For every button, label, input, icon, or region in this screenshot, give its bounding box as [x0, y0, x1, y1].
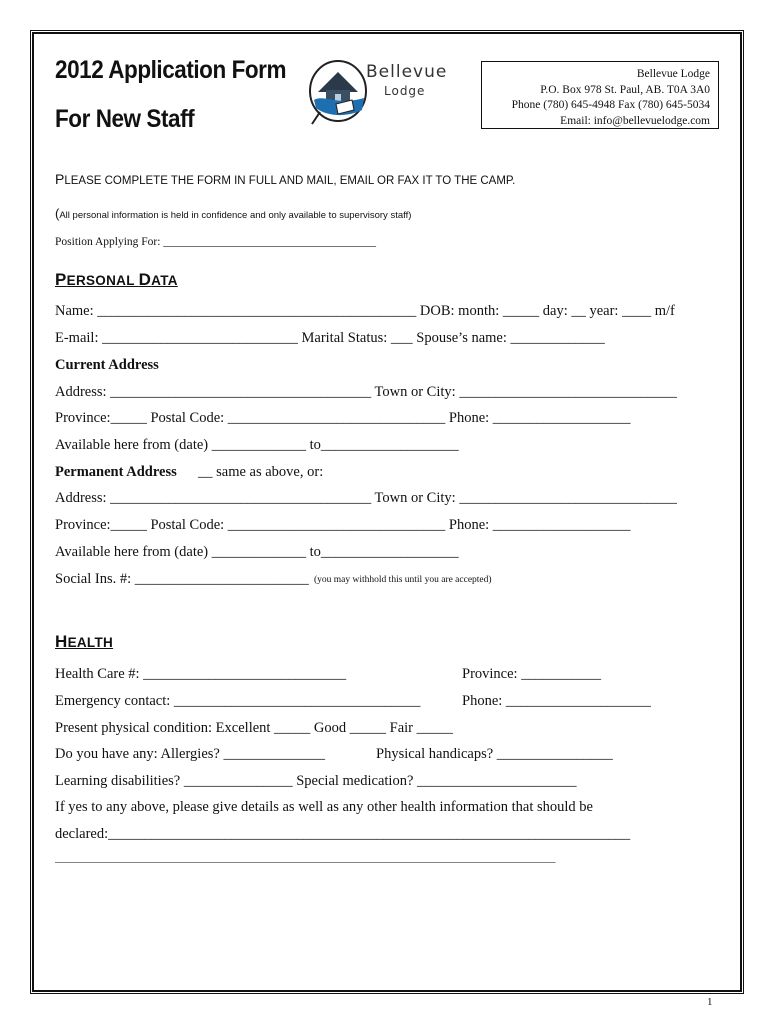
health-details-prompt: If yes to any above, please give details as well as any other health information that should be	[55, 799, 593, 815]
bellevue-lodge-logo	[306, 58, 456, 128]
paren: (	[55, 206, 60, 221]
current-address-field[interactable]: Address: ____________________________________ Town or City: ______________________________	[55, 384, 677, 400]
details-blank-line[interactable]: ___________________________________________________________________________________________	[55, 852, 556, 864]
emergency-contact-field[interactable]: Emergency contact: __________________________________	[55, 693, 421, 709]
permanent-province-field[interactable]: Province:_____ Postal Code: ______________________________ Phone: ___________________	[55, 517, 631, 533]
form-title: 2012 Application Form	[55, 56, 287, 84]
name-dob-field[interactable]: Name: ____________________________________________ DOB: month: _____ day: __ year: ____ m/f	[55, 303, 675, 319]
form-subtitle: For New Staff	[55, 105, 195, 133]
health-heading	[55, 632, 113, 652]
emergency-phone-field[interactable]: Phone: ____________________	[462, 693, 651, 709]
confidentiality-text: All personal information is held in confidence and only available to supervisory staff)	[59, 210, 412, 221]
drop-cap: P	[55, 171, 65, 187]
heading-cap: P	[55, 270, 67, 289]
contact-email: Email: info@bellevuelodge.com	[560, 114, 710, 127]
heading-cap: D	[138, 270, 152, 289]
contact-phone-fax: Phone (780) 645-4948 Fax (780) 645-5034	[511, 99, 710, 111]
learning-medication-field[interactable]: Learning disabilities? _______________ Special medication? ______________________	[55, 773, 577, 789]
health-care-field[interactable]: Health Care #: ____________________________	[55, 666, 347, 682]
current-available-field[interactable]: Available here from (date) _____________ to___________________	[55, 437, 459, 453]
contact-box	[481, 61, 719, 129]
same-as-above-field[interactable]: __ same as above, or:	[198, 464, 324, 480]
email-marital-field[interactable]: E-mail: ___________________________ Marital Status: ___ Spouse’s name: _____________	[55, 330, 605, 346]
sin-note: (you may withhold this until you are accepted)	[314, 575, 492, 585]
permanent-available-field[interactable]: Available here from (date) _____________ to___________________	[55, 544, 459, 560]
contact-address: P.O. Box 978 St. Paul, AB. T0A 3A0	[540, 83, 710, 96]
current-province-field[interactable]: Province:_____ Postal Code: ______________________________ Phone: ___________________	[55, 410, 631, 426]
permanent-address-label: Permanent Address	[55, 464, 177, 480]
health-province-field[interactable]: Province: ___________	[462, 666, 601, 682]
confidentiality-note	[55, 206, 411, 221]
logo-sub: Lodge	[384, 84, 426, 98]
handicaps-field[interactable]: Physical handicaps? ________________	[376, 746, 613, 762]
contact-name: Bellevue Lodge	[636, 68, 710, 80]
heading-cap: H	[55, 632, 68, 651]
social-insurance-field[interactable]: Social Ins. #: ________________________	[55, 571, 309, 587]
page-number: 1	[707, 996, 713, 1008]
allergies-field[interactable]: Do you have any: Allergies? ______________	[55, 746, 325, 762]
permanent-address-field[interactable]: Address: ____________________________________ Town or City: ______________________________	[55, 490, 677, 506]
personal-data-heading	[55, 270, 178, 290]
instructions-text: LEASE COMPLETE THE FORM IN FULL AND MAIL, EMAIL OR FAX IT TO THE CAMP.	[64, 175, 516, 187]
current-address-label: Current Address	[55, 357, 159, 373]
heading-small: EALTH	[67, 635, 114, 650]
lodge-emblem-icon	[306, 58, 370, 126]
declared-field[interactable]: declared:________________________________________________________________________	[55, 826, 631, 842]
instructions-line	[55, 171, 515, 187]
position-applying-field[interactable]: Position Applying For: _____________________________________	[55, 236, 377, 248]
physical-condition-field[interactable]: Present physical condition: Excellent _____ Good _____ Fair _____	[55, 720, 453, 736]
heading-small: ATA	[151, 273, 178, 288]
logo-name: Bellevue	[366, 62, 448, 82]
heading-small: ERSONAL	[66, 273, 139, 288]
